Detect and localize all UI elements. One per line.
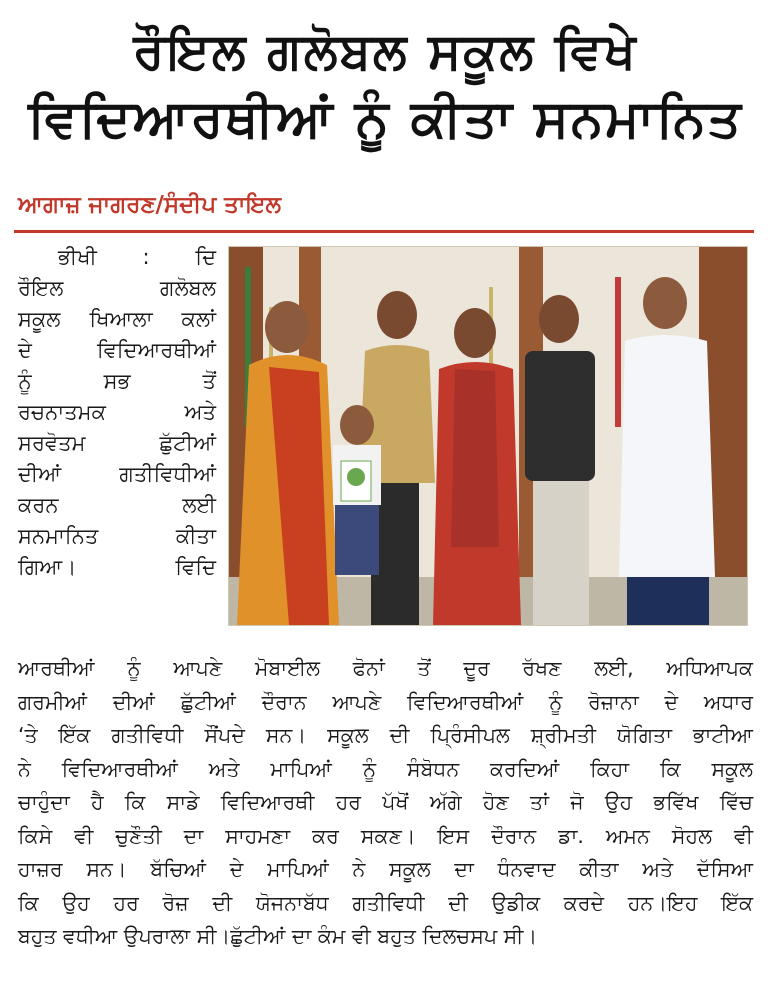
byline-rule [14, 230, 754, 233]
column-line: ਸਨਮਾਨਿਤ ਕੀਤਾ [18, 524, 216, 548]
column-line: ਰਚਨਾਤਮਕ ਅਤੇ [18, 400, 216, 424]
column-line: ਰੌਇਲ ਗਲੋਬਲ [18, 276, 216, 300]
column-line: ਭੀਖੀ : ਦਿ [58, 245, 216, 269]
body-line: ਕਿ ਉਹ ਹਰ ਰੋਜ਼ ਦੀ ਯੋਜਨਾਬੱਧ ਗਤੀਵਿਧੀ ਦੀ ਉਡੀਕ ਕਰਦੇ ਹਨ।ਇਹ ਇੱਕ [18, 890, 753, 915]
article-body-text [18, 652, 753, 954]
body-line: ਆਰਥੀਆਂ ਨੂੰ ਆਪਣੇ ਮੋਬਾਈਲ ਫੋਨਾਂ ਤੋਂ ਦੂਰ ਰੱਖਣ ਲਈ, ਅਧਿਆਪਕ [18, 656, 753, 680]
news-photo [228, 246, 748, 626]
body-line: ਨੇ ਵਿਦਿਆਰਥੀਆਂ ਅਤੇ ਮਾਪਿਆਂ ਨੂੰ ਸੰਬੋਧਨ ਕਰਦਿਆਂ ਕਿਹਾ ਕਿ ਸਕੂਲ [18, 756, 753, 781]
body-line: ਚਾਹੁੰਦਾ ਹੈ ਕਿ ਸਾਡੇ ਵਿਦਿਆਰਥੀ ਹਰ ਪੱਖੋਂ ਅੱਗੇ ਹੋਣ ਤਾਂ ਜੋ ਉਹ ਭਵਿੱਖ ਵਿੱਚ [18, 790, 753, 814]
column-line: ਦੀਆਂ ਗਤੀਵਿਧੀਆਂ [18, 462, 216, 486]
body-line: ਗਰਮੀਆਂ ਦੀਆਂ ਛੁੱਟੀਆਂ ਦੌਰਾਨ ਆਪਣੇ ਵਿਦਿਆਰਥੀਆਂ ਨੂੰ ਰੋਜ਼ਾਨਾ ਦੇ ਅਧਾਰ [18, 689, 753, 714]
group-photo-illustration [229, 247, 747, 625]
headline-line-1: ਰੌਇਲ ਗਲੋਬਲ ਸਕੂਲ ਵਿਖੇ [133, 22, 638, 80]
column-line: ਸਰਵੋਤਮ ਛੁੱਟੀਆਂ [18, 431, 216, 455]
body-line: ਕਿਸੇ ਵੀ ਚੁਣੌਤੀ ਦਾ ਸਾਹਮਣਾ ਕਰ ਸਕਣ। ਇਸ ਦੌਰਾਨ ਡਾ. ਅਮਨ ਸੋਹਲ ਵੀ [18, 823, 753, 848]
column-line: ਨੂੰ ਸਭ ਤੋਂ [18, 369, 216, 393]
column-line: ਸਕੂਲ ਖਿਆਲਾ ਕਲਾਂ [18, 307, 216, 331]
headline-line-2: ਵਿਦਿਆਰਥੀਆਂ ਨੂੰ ਕੀਤਾ ਸਨਮਾਨਿਤ [28, 89, 743, 149]
body-line: ਹਾਜ਼ਰ ਸਨ। ਬੱਚਿਆਂ ਦੇ ਮਾਪਿਆਂ ਨੇ ਸਕੂਲ ਦਾ ਧੰਨਵਾਦ ਕੀਤਾ ਅਤੇ ਦੱਸਿਆ [18, 857, 753, 881]
byline: ਆਗਾਜ਼ ਜਾਗਰਣ/ਸੰਦੀਪ ਤਾਇਲ [18, 192, 281, 218]
headline [0, 18, 771, 154]
column-line: ਗਿਆ। ਵਿਦਿ [18, 555, 216, 579]
article-column-text [18, 242, 216, 583]
body-line: ‘ਤੇ ਇੱਕ ਗਤੀਵਿਧੀ ਸੌਂਪਦੇ ਸਨ। ਸਕੂਲ ਦੀ ਪ੍ਰਿੰਸੀਪਲ ਸ਼੍ਰੀਮਤੀ ਯੋਗਿਤਾ ਭਾਟੀਆ [18, 723, 753, 747]
column-line: ਦੇ ਵਿਦਿਆਰਥੀਆਂ [18, 338, 216, 362]
column-line: ਕਰਨ ਲਈ [18, 493, 216, 517]
body-line: ਬਹੁਤ ਵਧੀਆ ਉਪਰਾਲਾ ਸੀ।ਛੁੱਟੀਆਂ ਦਾ ਕੰਮ ਵੀ ਬਹੁਤ ਦਿਲਚਸਪ ਸੀ। [18, 924, 538, 948]
